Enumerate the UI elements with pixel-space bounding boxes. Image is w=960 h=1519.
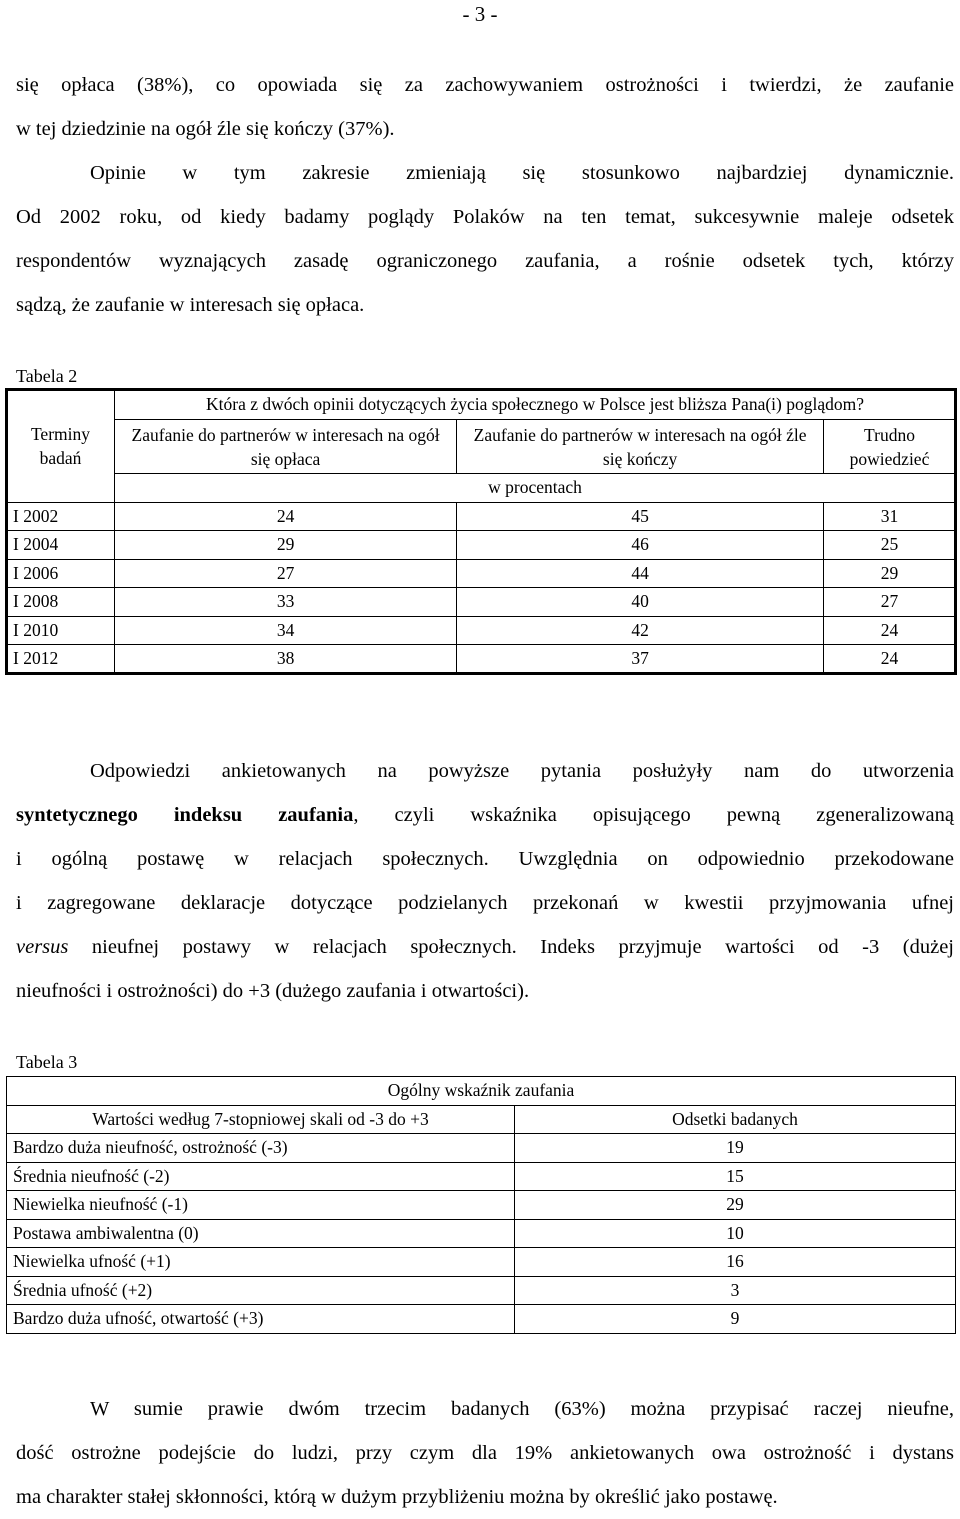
table-row [7, 645, 956, 674]
table-row [7, 559, 956, 588]
table-2 [6, 389, 956, 674]
value-cell: 38 [115, 645, 457, 674]
table-row [7, 1248, 956, 1277]
text-line: W sumie prawie dwóm trzecim badanych (63%) można przypisać raczej nieufne, [90, 1398, 954, 1420]
text-line: Odpowiedzi ankietowanych na powyższe pytania posłużyły nam do utworzenia [90, 760, 954, 782]
term-cell: I 2008 [7, 588, 115, 617]
table-row [7, 1305, 956, 1334]
value-cell: 29 [515, 1191, 956, 1220]
index-paragraph [16, 749, 954, 1013]
term-cell: I 2002 [7, 502, 115, 531]
table3-caption: Tabela 3 [16, 1052, 78, 1072]
table-row [7, 616, 956, 645]
label-cell: Postawa ambiwalentna (0) [7, 1219, 515, 1248]
value-cell: 27 [115, 559, 457, 588]
col-header-scale: Wartości według 7-stopniowej skali od -3 do +3 [7, 1105, 515, 1134]
table-row [7, 1134, 956, 1163]
text-line [16, 793, 954, 837]
value-cell: 33 [115, 588, 457, 617]
value-cell: 27 [824, 588, 956, 617]
value-cell: 34 [115, 616, 457, 645]
value-cell: 42 [457, 616, 824, 645]
italic-term: versus [16, 936, 69, 958]
page-number: - 3 - [462, 2, 498, 26]
table-row [7, 502, 956, 531]
text-line: ma charakter stałej skłonności, którą w dużym przybliżeniu można by określić jako postawę. [16, 1486, 778, 1508]
table-3 [6, 1076, 956, 1334]
table-row [7, 588, 956, 617]
col-header-percent: Odsetki badanych [515, 1105, 956, 1134]
value-cell: 37 [457, 645, 824, 674]
value-cell: 25 [824, 531, 956, 560]
text-line: Od 2002 roku, od kiedy badamy poglądy Polaków na ten temat, sukcesywnie maleje odsetek [16, 206, 954, 228]
label-cell: Średnia nieufność (-2) [7, 1162, 515, 1191]
value-cell: 44 [457, 559, 824, 588]
closing-paragraph [16, 1387, 954, 1519]
table-row [7, 531, 956, 560]
intro-paragraph [16, 63, 954, 151]
label-cell: Niewielka ufność (+1) [7, 1248, 515, 1277]
label-cell: Bardzo duża nieufność, ostrożność (-3) [7, 1134, 515, 1163]
value-cell: 24 [115, 502, 457, 531]
value-cell: 19 [515, 1134, 956, 1163]
text-line: i ogólną postawę w relacjach społecznych. Uwzględnia on odpowiednio przekodowane [16, 848, 954, 870]
text-line: dość ostrożne podejście do ludzi, przy czym dla 19% ankietowanych owa ostrożność i dystans [16, 1442, 954, 1464]
value-cell: 24 [824, 616, 956, 645]
table2-caption: Tabela 2 [16, 366, 78, 386]
text-line: nieufności i ostrożności) do +3 (dużego zaufania i otwartości). [16, 980, 530, 1002]
value-cell: 29 [824, 559, 956, 588]
value-cell: 29 [115, 531, 457, 560]
row-header: Terminy badań [7, 390, 115, 503]
unit-label: w procentach [115, 474, 956, 503]
index-term: syntetycznego indeksu zaufania [16, 804, 354, 826]
label-cell: Niewielka nieufność (-1) [7, 1191, 515, 1220]
value-cell: 46 [457, 531, 824, 560]
value-cell: 45 [457, 502, 824, 531]
col-header-distrust: Zaufanie do partnerów w interesach na ogół źle się kończy [457, 420, 824, 474]
term-cell: I 2010 [7, 616, 115, 645]
table-row [7, 1191, 956, 1220]
dynamics-paragraph [16, 151, 954, 327]
value-cell: 9 [515, 1305, 956, 1334]
text-line: się opłaca (38%), co opowiada się za zachowywaniem ostrożności i twierdzi, że zaufanie [16, 74, 954, 96]
text-line: sądzą, że zaufanie w interesach się opłaca. [16, 294, 365, 316]
text-fragment: nieufnej postawy w relacjach społecznych. Indeks przyjmuje wartości od -3 (dużej [68, 936, 954, 958]
table-row [7, 1162, 956, 1191]
text-fragment: , czyli wskaźnika opisującego pewną zgeneralizowaną [353, 804, 954, 826]
text-line: w tej dziedzinie na ogół źle się kończy (37%). [16, 118, 395, 140]
term-cell: I 2006 [7, 559, 115, 588]
label-cell: Średnia ufność (+2) [7, 1276, 515, 1305]
term-cell: I 2012 [7, 645, 115, 674]
text-line: i zagregowane deklaracje dotyczące podzielanych przekonań w kwestii przyjmowania ufnej [16, 892, 954, 914]
value-cell: 10 [515, 1219, 956, 1248]
text-line: respondentów wyznających zasadę ograniczonego zaufania, a rośnie odsetek tych, którzy [16, 250, 954, 272]
value-cell: 16 [515, 1248, 956, 1277]
table2-question: Która z dwóch opinii dotyczących życia społecznego w Polsce jest bliższa Pana(i) poglądom? [115, 390, 956, 420]
value-cell: 15 [515, 1162, 956, 1191]
value-cell: 40 [457, 588, 824, 617]
text-line: Opinie w tym zakresie zmieniają się stosunkowo najbardziej dynamicznie. [90, 162, 954, 184]
table3-title: Ogólny wskaźnik zaufania [7, 1077, 956, 1106]
term-cell: I 2004 [7, 531, 115, 560]
table-row [7, 1276, 956, 1305]
col-header-trust: Zaufanie do partnerów w interesach na ogół się opłaca [115, 420, 457, 474]
value-cell: 3 [515, 1276, 956, 1305]
label-cell: Bardzo duża ufność, otwartość (+3) [7, 1305, 515, 1334]
value-cell: 24 [824, 645, 956, 674]
table-row [7, 1219, 956, 1248]
text-line [16, 925, 954, 969]
value-cell: 31 [824, 502, 956, 531]
col-header-hard-to-say: Trudno powiedzieć [824, 420, 956, 474]
